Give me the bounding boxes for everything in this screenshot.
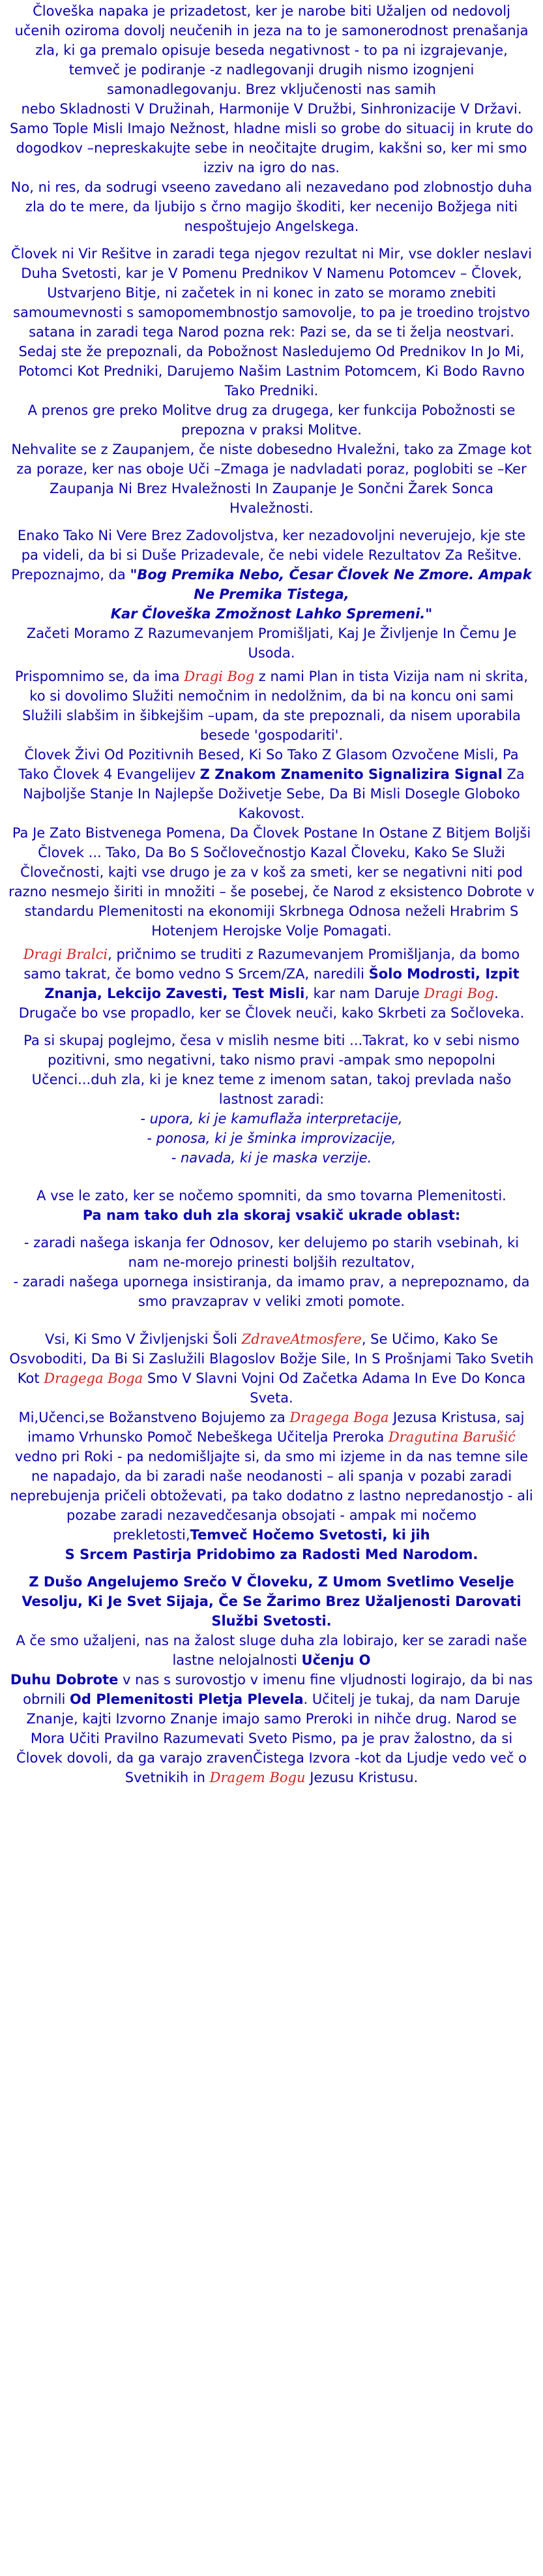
paragraph: Človek Živi Od Pozitivnih Besed, Ki So Tako Z Glasom Ozvočene Misli, Pa Tako Človek 4 Evangelijev Z Znakom Znamenito Signalizira Signal Za Najboljše Stanje In Najlepše Doživetje Sebe, Da Bi Misli Dosegle Globoko Kakovost. [18, 747, 525, 821]
list-item: - upora, ki je kamuflaža interpretacije, [140, 1111, 403, 1127]
list-item: - ponosa, ki je šminka improvizacije, [147, 1130, 396, 1146]
paragraph: Pa Je Zato Bistvenega Pomena, Da Človek Postane In Ostane Z Bitjem Boljši Človek ... Tako, Da Bo S Sočlovečnostjo Kazal Človeku, Kako Se Služi Človečnosti, kajti vse drugo je za v koš za smeti, ker se negativni niti pod razno nesmejo širiti in množiti – še posebej, če Narod z eksistenco Dobrote v standardu Plemenitosti na ekonomiji Skrbnega Odnosa neželi Hrabrim S Hotenjem Herojske Volje Pomagati. [8, 825, 535, 939]
paragraph: Samo Tople Misli Imajo Nežnost, hladne misli so grobe do situacij in krute do dogodkov –nepreskakujte sebe in neočitajte drugim, kakšni so, ker mi smo izziv na igro do nas. [10, 121, 533, 175]
paragraph: Nehvalite se z Zaupanjem, če niste dobesedno Hvaležni, tako za Zmage kot za poraze, ker nas oboje Uči –Zmaga je nadvladati poraz, poglobiti se –Ker Zaupanja Ni Brez Hvaležnosti In Zaupanje Je Sončni Žarek Sonca Hvaležnosti. [11, 442, 532, 516]
highlight-name: Dragutina Barušić [388, 1429, 516, 1445]
highlight-name: Dragi Bralci [23, 947, 108, 962]
paragraph: Začeti Moramo Z Razumevanjem Promišljati, Kaj Je Življenje In Čemu Je Usoda. [26, 626, 517, 661]
paragraph: A vse le zato, ker se nočemo spomniti, da smo tovarna Plemenitosti. [37, 1188, 506, 1204]
highlight-name: ZdraveAtmosfere [241, 1331, 362, 1347]
highlight-name: Dragega Boga [44, 1371, 143, 1386]
paragraph: Vsi, Ki Smo V Življenjski Šoli ZdraveAtmosfere, Se Učimo, Kako Se Osvoboditi, Da Bi Si Zaslužili Blagoslov Božje Sile, In S Prošnjami Tako Svetih Kot Dragega Boga Smo V Slavni Vojni Od Začetka Adama In Eve Do Konca Sveta. [9, 1331, 534, 1406]
paragraph: - zaradi našega iskanja fer Odnosov, ker delujemo po starih vsebinah, ki nam ne-morejo prinesti boljših rezultatov, [23, 1235, 520, 1270]
paragraph: - zaradi našega upornega insistiranja, da imamo prav, a neprepoznamo, da smo pravzaprav v veliki zmoti pomote. [13, 1274, 530, 1309]
highlight-name: Dragi Bog [184, 669, 255, 684]
paragraph: Pa nam tako duh zla skoraj vsakič ukrade oblast: [82, 1207, 461, 1223]
paragraph: Drugače bo vse propadlo, ker se Človek neuči, kako Skrbeti za Sočloveka. [18, 1005, 525, 1021]
paragraph: Sedaj ste že prepoznali, da Pobožnost Nasledujemo Od Prednikov In Jo Mi, Potomci Kot Predniki, Darujemo Našim Lastnim Potomcem, Ki Bodo Ravno Tako Predniki. [18, 344, 525, 399]
highlight-name: Dragi Bog [424, 986, 495, 1001]
paragraph: No, ni res, da sodrugi vseeno zavedano ali nezavedano pod zlobnostjo duha zla do te mere, da ljubijo s črno magijo škoditi, ker necenijo Božjega niti nespoštujejo Angelskega. [10, 179, 533, 234]
paragraph: Z Dušo Angelujemo Srečo V Človeku, Z Umom Svetlimo Veselje Vesolju, Ki Je Svet Sijaja, Če Se Žarimo Brez Užaljenosti Darovati Službi Svetosti. [22, 1574, 521, 1629]
highlight-name: Dragega Boga [289, 1410, 389, 1425]
list-item: - navada, ki je maska verzije. [171, 1150, 372, 1166]
paragraph: Človek ni Vir Rešitve in zaradi tega njegov rezultat ni Mir, vse dokler neslavi Duha Svetosti, kar je V Pomenu Prednikov V Namenu Potomcev – Človek, Ustvarjeno Bitje, ni začetek in ni konec in zato se moramo znebiti samoumevnosti s samopomembnostjo samovolje, to pa je troedino trojstvo satana in zaradi tega Narod pozna rek: Pazi se, da se ti želja neostvari. [11, 246, 532, 340]
highlight-name: Dragem Bogu [209, 1770, 306, 1785]
paragraph: Prepoznajmo, da "Bog Premika Nebo, Česar Človek Ne Zmore. Ampak Ne Premika Tistega, Kar Človeška Zmožnost Lahko Spremeni." [11, 567, 532, 622]
paragraph: Človeška napaka je prizadetost, ker je narobe biti Užaljen od nedovolj učenih oziroma dovolj neučenih in jeza na to je samonerodnost prenašanja zla, ki ga premalo opisuje beseda negativnost - to pa ni izgrajevanje, temveč je podiranje -z nadlegovanji drugih nismo izognjeni samonadlegovanju. Brez vključenosti nas samih nebo Skladnosti V Družinah, Harmonije V Družbi, Sinhronizacije V Državi. [14, 3, 529, 117]
paragraph: Pa si skupaj poglejmo, česa v mislih nesme biti ...Takrat, ko v sebi nismo pozitivni, smo negativni, tako nismo pravi -ampak smo nepopolni Učenci...duh zla, ki je knez teme z imenom satan, takoj prevlada našo lastnost zaradi: [23, 1033, 520, 1107]
paragraph: Enako Tako Ni Vere Brez Zadovoljstva, ker nezadovoljni neverujejo, kje ste pa videli, da bi si Duše Prizadevale, če nebi videle Rezultatov Za Rešitve. [17, 528, 526, 563]
paragraph: A če smo užaljeni, nas na žalost sluge duha zla lobirajo, ker se zaradi naše lastne nelojalnosti Učenju O Duhu Dobrote v nas s surovostjo v imenu fine vljudnosti logirajo, da bi nas obrnili Od Plemenitosti Pletja Plevela. Učitelj je tukaj, da nam Daruje Znanje, kajti Izvorno Znanje imajo samo Preroki in nihče drug. Narod se Mora Učiti Pravilno Razumevati Sveto Pismo, pa je prav žalostno, da si Človek dovoli, da ga varajo zravenČistega Izvora -kot da Ljudje vedo več o Svetnikih in Dragem Bogu Jezusu Kristusu. [10, 1633, 533, 1785]
quote: "Bog Premika Nebo, Česar Človek Ne Zmore. Ampak Ne Premika Tistega, [130, 567, 532, 602]
paragraph: A prenos gre preko Molitve drug za drugega, ker funkcija Pobožnosti se prepozna v praksi Molitve. [27, 402, 516, 438]
quote: Kar Človeška Zmožnost Lahko Spremeni." [110, 606, 433, 622]
paragraph: Dragi Bralci, pričnimo se truditi z Razumevanjem Promišljanja, da bomo samo takrat, če bomo vedno S Srcem/ZA, naredili Šolo Modrosti, Izpit Znanja, Lekcijo Zavesti, Test Misli, kar nam Daruje Dragi Bog. [23, 947, 520, 1001]
paragraph: Mi,Učenci,se Božanstveno Bojujemo za Dragega Boga Jezusa Kristusa, saj imamo Vrhunsko Pomoč Nebeškega Učitelja Preroka Dragutina Barušić vedno pri Roki - pa nedomišljajte si, da smo mi izjeme in da nas temne sile ne napadajo, da bi zaradi naše neodanosti – ali spanja v pozabi zaradi neprebujenja pričeli obtoževati, pa tako dodatno z lastno nepredanostjo - ali pozabe zaradi nezavedčesanja obsojati - ampak mi nočemo prekletosti,Temveč Hočemo Svetosti, ki jih S Srcem Pastirja Pridobimo za Radosti Med Narodom. [10, 1410, 533, 1562]
paragraph: Prispomnimo se, da ima Dragi Bog z nami Plan in tista Vizija nam ni skrita, ko si dovolimo Služiti nemočnim in nedolžnim, da bi na koncu oni sami Služili slabšim in šibkejšim –upam, da ste prepoznali, da nisem uporabila besede 'gospodariti'. [14, 669, 529, 743]
